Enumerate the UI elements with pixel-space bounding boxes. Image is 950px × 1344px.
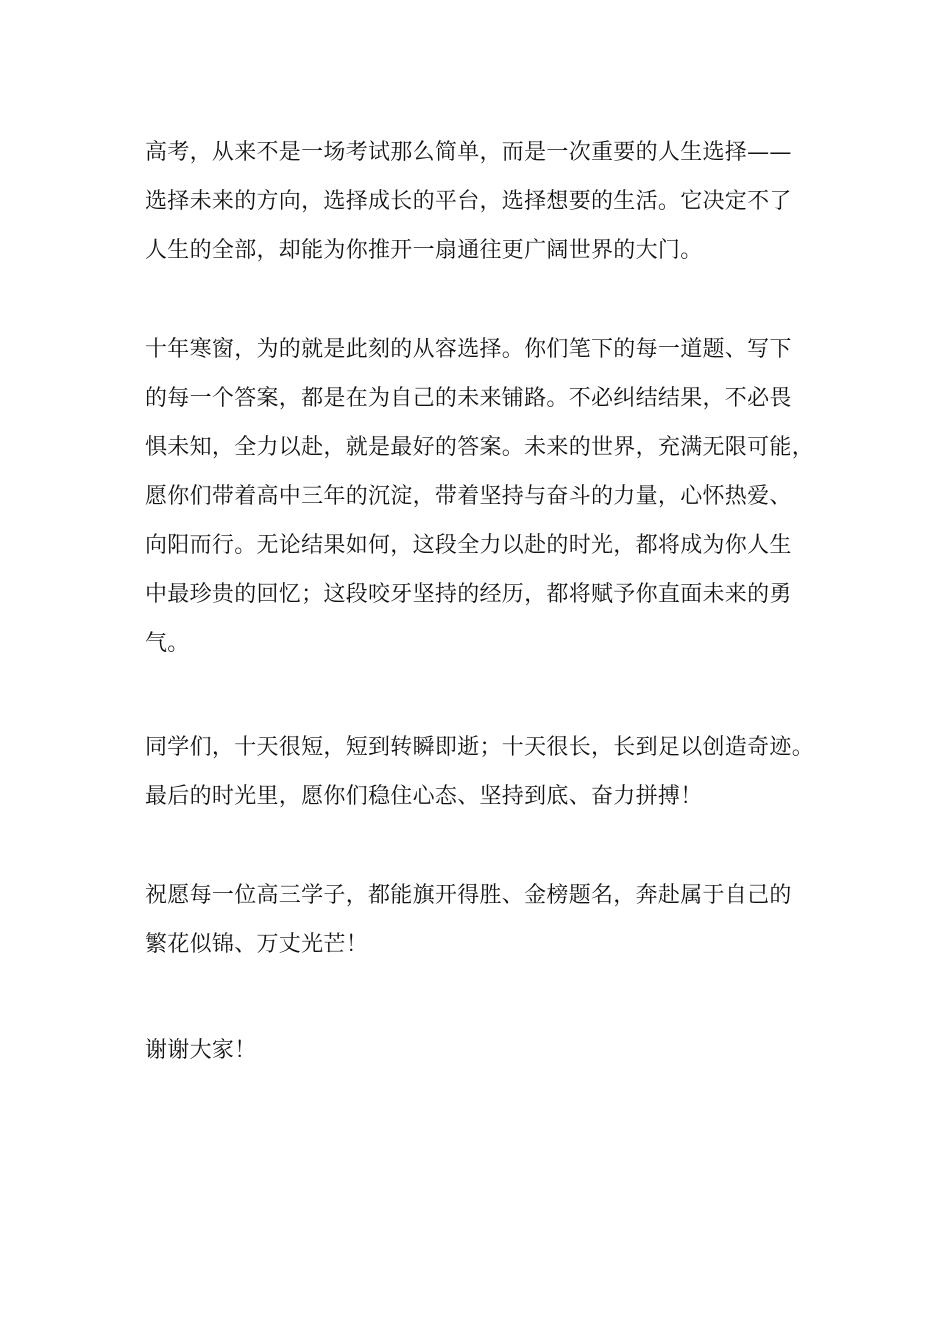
text-line: 中最珍贵的回忆；这段咬牙坚持的经历，都将赋予你直面未来的勇 (145, 582, 792, 607)
closing-line: 谢谢大家！ (145, 1038, 257, 1063)
text-line: 最后的时光里，愿你们稳住心态、坚持到底、奋力拼搏！ (145, 784, 703, 809)
text-line: 愿你们带着高中三年的沉淀，带着坚持与奋斗的力量，心怀热爱、 (145, 484, 792, 509)
text-line: 十年寒窗，为的就是此刻的从容选择。你们笔下的每一道题、写下 (145, 337, 792, 362)
paragraph-4 (145, 871, 835, 969)
text-line: 气。 (145, 631, 190, 656)
text-line: 惧未知，全力以赴，就是最好的答案。未来的世界，充满无限可能， (145, 435, 815, 460)
paragraph-1 (145, 128, 835, 275)
text-line: 祝愿每一位高三学子，都能旗开得胜、金榜题名，奔赴属于自己的 (145, 883, 792, 908)
paragraph-2 (145, 325, 835, 668)
paragraph-5 (145, 1026, 835, 1075)
text-line: 同学们，十天很短，短到转瞬即逝；十天很长，长到足以创造奇迹。 (145, 735, 815, 760)
text-line: 人生的全部，却能为你推开一扇通往更广阔世界的大门。 (145, 238, 703, 263)
text-line: 高考，从来不是一场考试那么简单，而是一次重要的人生选择—— (145, 140, 792, 165)
paragraph-3 (145, 723, 835, 821)
text-line: 繁花似锦、万丈光芒！ (145, 932, 369, 957)
text-line: 向阳而行。无论结果如何，这段全力以赴的时光，都将成为你人生 (145, 533, 792, 558)
text-line: 选择未来的方向，选择成长的平台，选择想要的生活。它决定不了 (145, 189, 792, 214)
text-line: 的每一个答案，都是在为自己的未来铺路。不必纠结结果，不必畏 (145, 386, 792, 411)
